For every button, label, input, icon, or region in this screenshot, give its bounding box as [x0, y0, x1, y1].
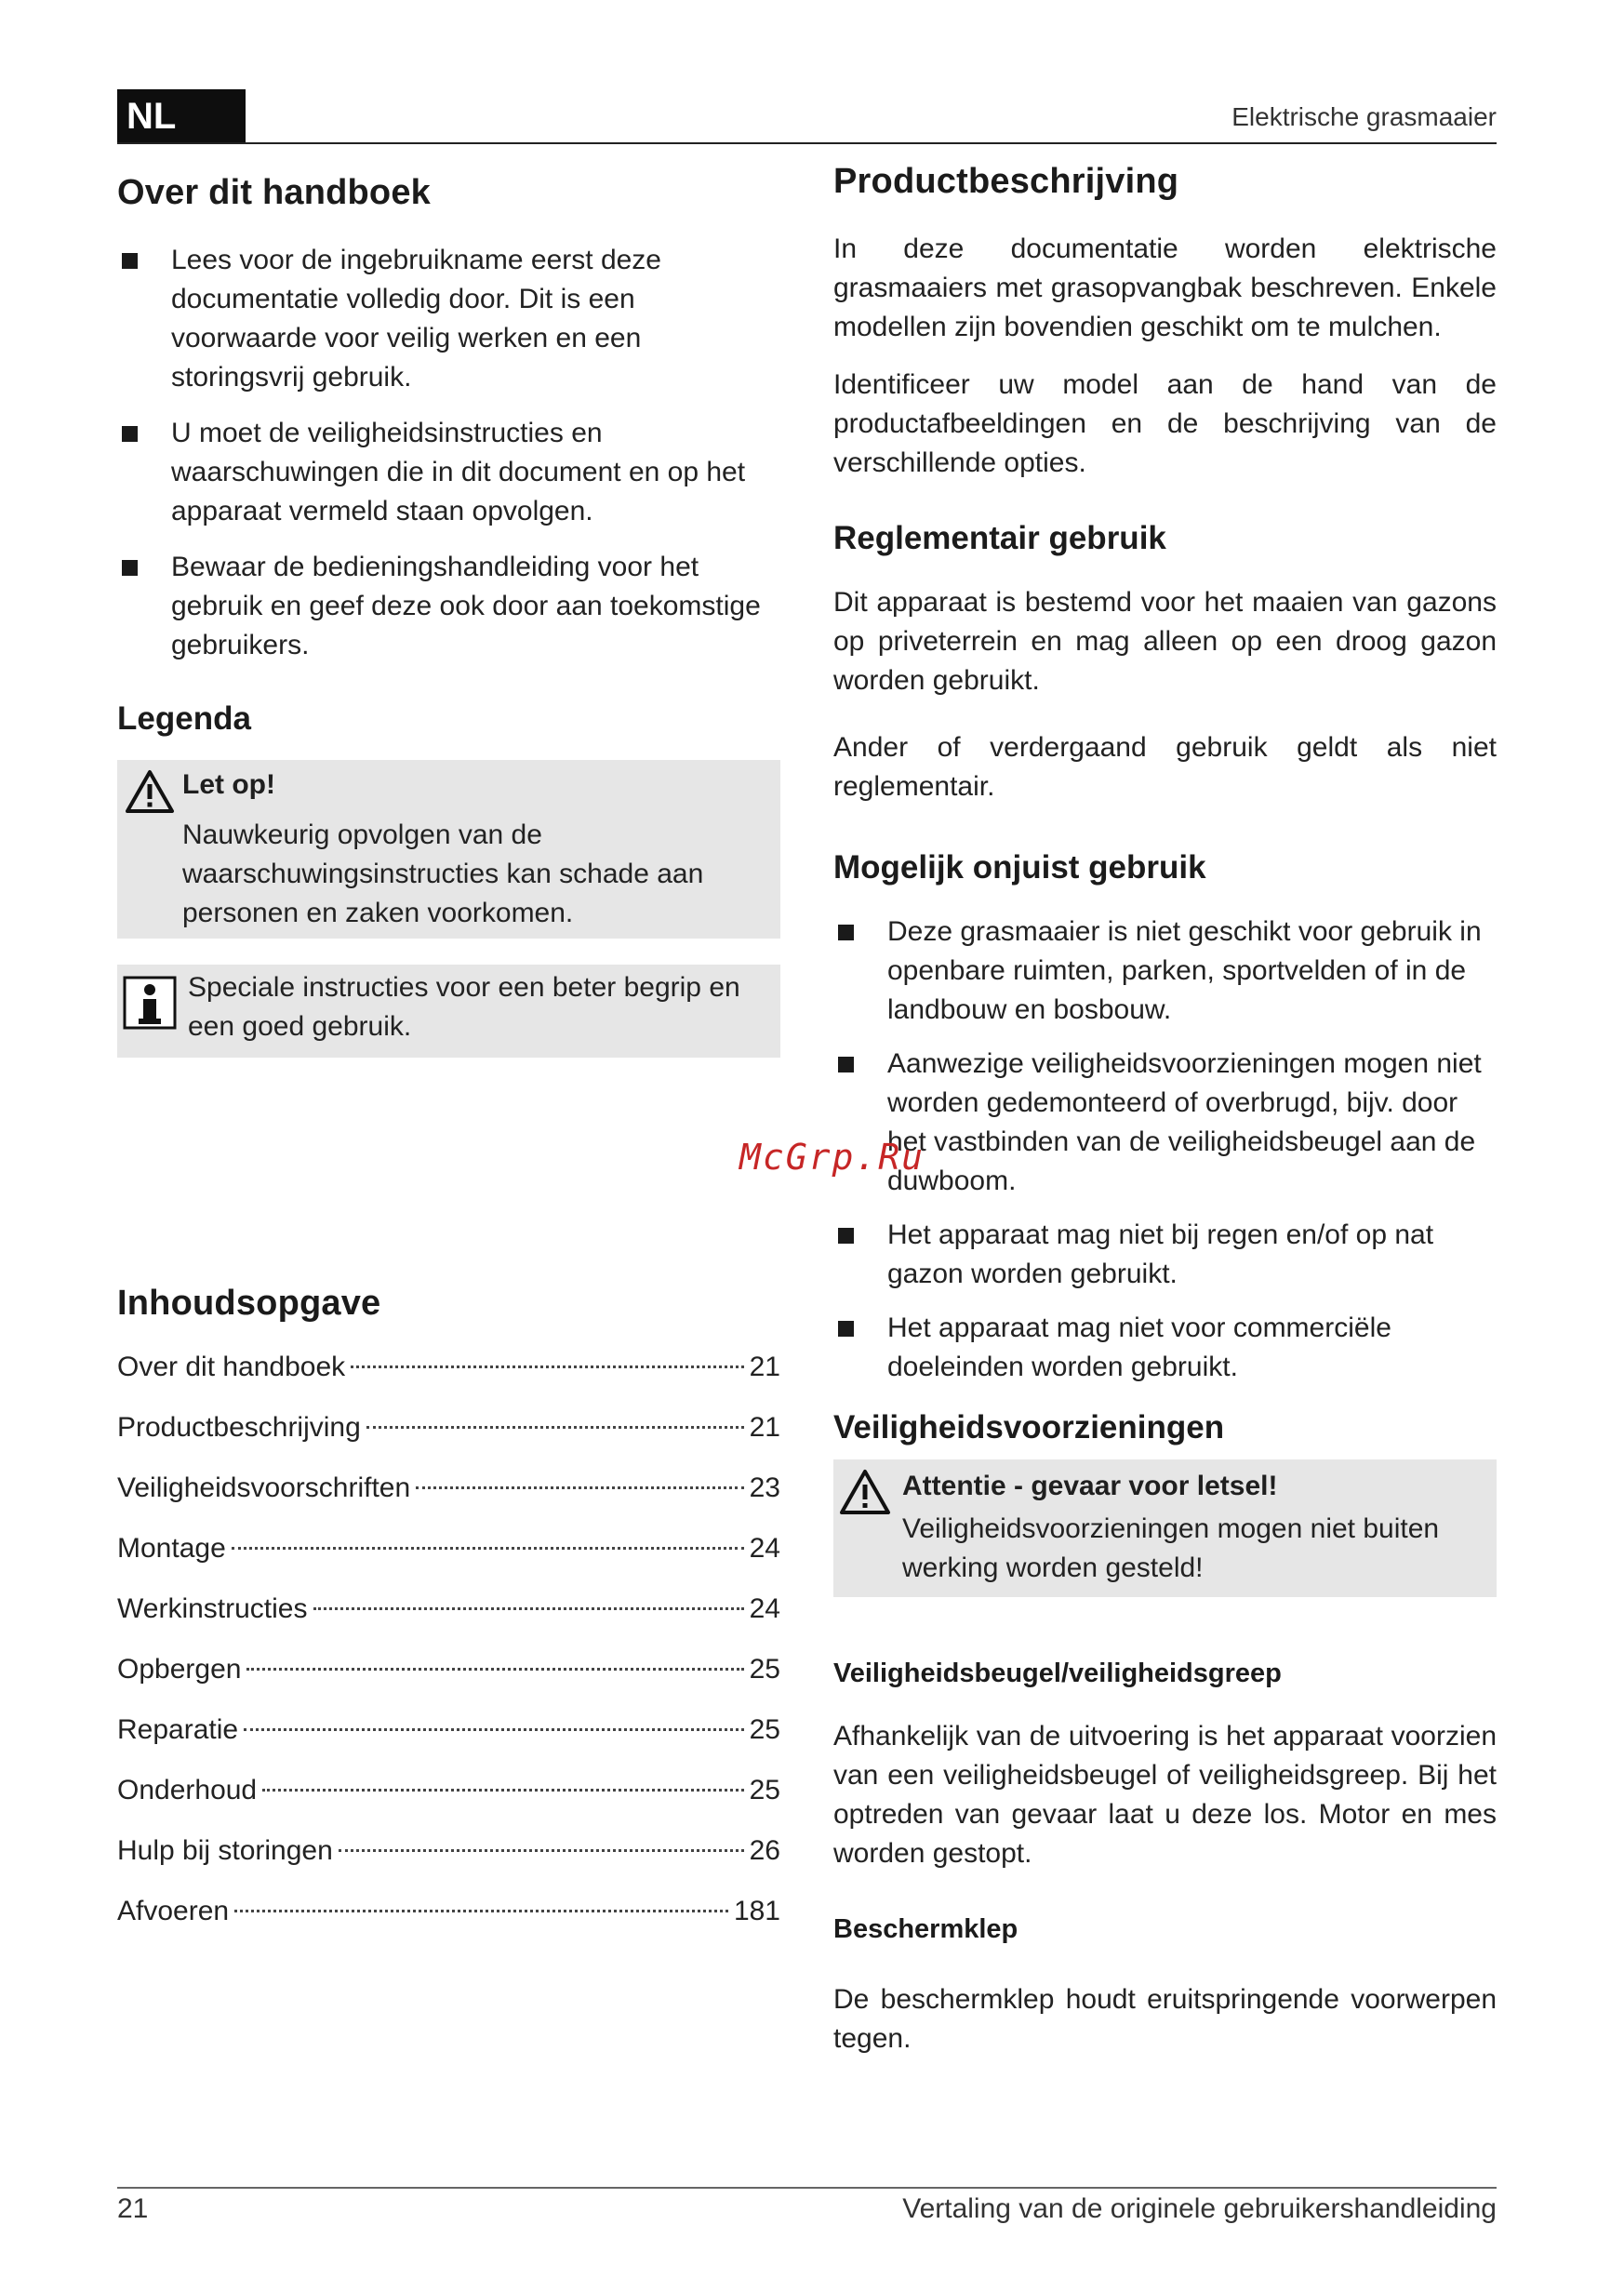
- bullet-square-icon: [838, 925, 854, 940]
- footer-divider: [117, 2187, 1497, 2189]
- warning-text: Nauwkeurig opvolgen van de waarschuwingsinstructies kan schade aan personen en zaken voorkomen.: [182, 819, 704, 928]
- toc-entry-page: 25: [749, 1654, 780, 1685]
- safety-warning-text: Veiligheidsvoorzieningen mogen niet buiten werking worden gesteld!: [902, 1513, 1440, 1583]
- toc-entry-label: Over dit handboek: [117, 1352, 346, 1382]
- toc-heading: Inhoudsopgave: [117, 1284, 381, 1323]
- intended-use-paragraph-2: Ander of verdergaand gebruik geldt als niet reglementair.: [833, 732, 1497, 802]
- toc-entries: [117, 1348, 780, 1952]
- safety-warning-box: [833, 1459, 1497, 1597]
- watermark: McGrp.Ru: [739, 1137, 925, 1178]
- info-text: Speciale instructies voor een beter begrip en een goed gebruik.: [188, 972, 740, 1042]
- toc-entry[interactable]: [117, 1590, 780, 1650]
- warning-triangle-icon: [839, 1469, 891, 1515]
- footer-title: Vertaling van de originele gebruikershandleiding: [902, 2193, 1497, 2224]
- bullet-square-icon: [122, 426, 138, 442]
- safety-bar-heading: Veiligheidsbeugel/veiligheidsgreep: [833, 1659, 1282, 1688]
- toc-entry-label: Hulp bij storingen: [117, 1835, 333, 1866]
- toc-leader: [234, 1910, 728, 1912]
- bullet-square-icon: [838, 1057, 854, 1072]
- toc: [117, 1284, 780, 1952]
- safety-warning-title: Attentie - gevaar voor letsel!: [902, 1471, 1278, 1501]
- list-item: [833, 1045, 1497, 1201]
- safety-heading: Veiligheidsvoorzieningen: [833, 1409, 1225, 1445]
- toc-entry[interactable]: [117, 1892, 780, 1952]
- language-badge: NL: [117, 89, 246, 143]
- product-paragraph-1: In deze documentatie worden elektrische grasmaaiers met grasopvangbak beschreven. Enkele modellen zijn bovendien geschikt om te mulchen.: [833, 233, 1497, 342]
- list-item-text: Het apparaat mag niet bij regen en/of op nat gazon worden gebruikt.: [887, 1219, 1434, 1289]
- toc-entry-page: 25: [749, 1775, 780, 1805]
- toc-entry[interactable]: [117, 1469, 780, 1529]
- toc-entry-label: Veiligheidsvoorschriften: [117, 1472, 411, 1503]
- toc-leader: [246, 1668, 743, 1671]
- warning-title: Let op!: [182, 769, 275, 800]
- toc-entry-page: 26: [749, 1835, 780, 1866]
- toc-entry-page: 24: [749, 1533, 780, 1564]
- toc-entry-page: 25: [749, 1714, 780, 1745]
- list-item-text: Het apparaat mag niet voor commerciële doeleinden worden gebruikt.: [887, 1312, 1391, 1382]
- list-item: [117, 414, 780, 531]
- toc-leader: [244, 1728, 744, 1731]
- product-heading: Productbeschrijving: [833, 162, 1179, 201]
- toc-entry-page: 23: [749, 1472, 780, 1503]
- toc-entry-page: 21: [749, 1412, 780, 1443]
- bullet-square-icon: [838, 1228, 854, 1244]
- toc-leader: [339, 1849, 744, 1852]
- info-box: [117, 965, 780, 1058]
- page-number: 21: [117, 2193, 149, 2224]
- toc-leader: [262, 1789, 744, 1792]
- misuse-list: [833, 913, 1497, 1387]
- guard-flap-heading: Beschermklep: [833, 1914, 1018, 1944]
- list-item: [117, 241, 780, 397]
- toc-leader: [351, 1365, 743, 1368]
- list-item-text: Lees voor de ingebruikname eerst deze documentatie volledig door. Dit is een voorwaarde voor veilig werken en een storingsvrij gebruik.: [171, 245, 661, 393]
- about-heading: Over dit handboek: [117, 173, 432, 212]
- toc-entry-page: 21: [749, 1352, 780, 1382]
- toc-leader: [313, 1607, 744, 1610]
- warning-triangle-icon: [125, 769, 175, 814]
- toc-entry-label: Opbergen: [117, 1654, 242, 1685]
- legend-heading: Legenda: [117, 700, 251, 737]
- toc-entry[interactable]: [117, 1832, 780, 1892]
- list-item-text: Aanwezige veiligheidsvoorzieningen mogen niet worden gedemonteerd of overbrugd, bijv. door het vastbinden van de veiligheidsbeugel aan de duwboom.: [887, 1048, 1482, 1196]
- warning-box: [117, 760, 780, 939]
- intended-use-paragraph-1: Dit apparaat is bestemd voor het maaien van gazons op priveterrein en mag alleen op een droog gazon worden gebruikt.: [833, 587, 1497, 696]
- toc-entry-label: Reparatie: [117, 1714, 239, 1745]
- toc-leader: [366, 1426, 744, 1429]
- left-column: [117, 167, 780, 1058]
- toc-entry-label: Onderhoud: [117, 1775, 258, 1805]
- toc-entry[interactable]: [117, 1529, 780, 1590]
- toc-entry[interactable]: [117, 1408, 780, 1469]
- list-item-text: Deze grasmaaier is niet geschikt voor gebruik in openbare ruimten, parken, sportvelden of in de landbouw en bosbouw.: [887, 916, 1482, 1025]
- toc-entry-label: Afvoeren: [117, 1896, 230, 1926]
- bullet-square-icon: [838, 1321, 854, 1337]
- list-item-text: Bewaar de bedieningshandleiding voor het gebruik en geef deze ook door aan toekomstige gebruikers.: [171, 552, 761, 660]
- toc-leader: [232, 1547, 744, 1550]
- misuse-heading: Mogelijk onjuist gebruik: [833, 849, 1206, 886]
- toc-entry[interactable]: [117, 1711, 780, 1771]
- list-item: [833, 1309, 1497, 1387]
- toc-entry-page: 24: [749, 1593, 780, 1624]
- bullet-square-icon: [122, 253, 138, 269]
- toc-entry[interactable]: [117, 1348, 780, 1408]
- toc-entry-label: Werkinstructies: [117, 1593, 308, 1624]
- list-item: [833, 1216, 1497, 1294]
- toc-leader: [416, 1486, 743, 1489]
- about-list: [117, 241, 780, 665]
- bullet-square-icon: [122, 560, 138, 576]
- header-divider: [117, 142, 1497, 144]
- info-icon: [123, 976, 177, 1030]
- safety-bar-text: Afhankelijk van de uitvoering is het apparaat voorzien van een veiligheidsbeugel of veiligheidsgreep. Bij het optreden van gevaar laat u deze los. Motor en mes worden gestopt.: [833, 1721, 1497, 1869]
- intended-use-heading: Reglementair gebruik: [833, 520, 1166, 556]
- header-title: Elektrische grasmaaier: [1231, 102, 1497, 131]
- list-item: [117, 548, 780, 665]
- product-paragraph-2: Identificeer uw model aan de hand van de productafbeeldingen en de beschrijving van de verschillende opties.: [833, 369, 1497, 478]
- guard-flap-text: De beschermklep houdt eruitspringende voorwerpen tegen.: [833, 1984, 1497, 2054]
- toc-entry-label: Montage: [117, 1533, 226, 1564]
- list-item: [833, 913, 1497, 1030]
- toc-entry[interactable]: [117, 1771, 780, 1832]
- toc-entry-label: Productbeschrijving: [117, 1412, 361, 1443]
- list-item-text: U moet de veiligheidsinstructies en waarschuwingen die in dit document en op het apparaat vermeld staan opvolgen.: [171, 418, 746, 526]
- right-column: [833, 162, 1497, 2058]
- toc-entry[interactable]: [117, 1650, 780, 1711]
- toc-entry-page: 181: [733, 1896, 780, 1926]
